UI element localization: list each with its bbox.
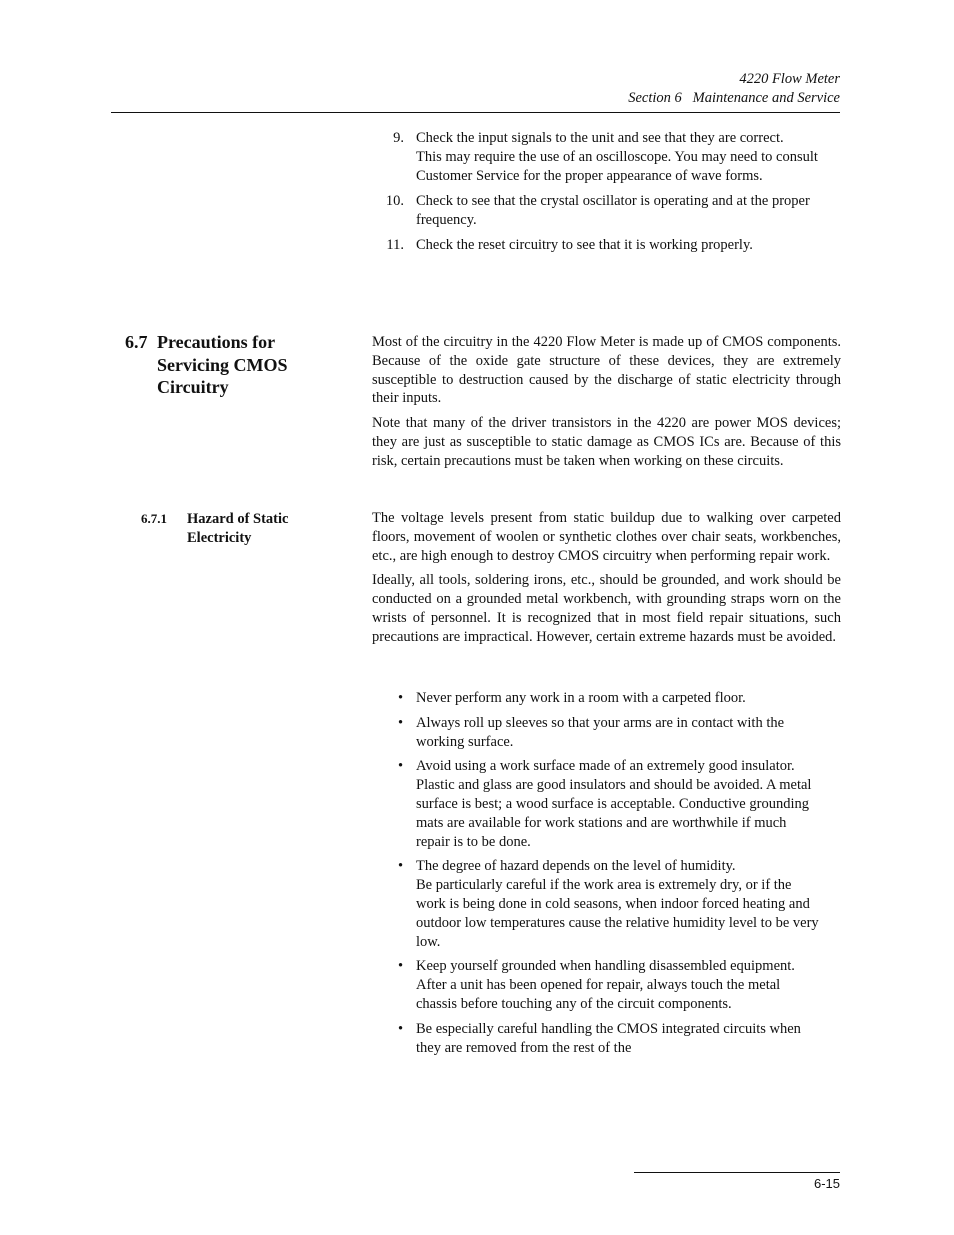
section-number: 6.7.1 [141, 511, 167, 526]
section-title: Precautions for Servicing CMOS Circuitry [157, 332, 288, 397]
step-text: Check the reset circuitry to see that it is working properly. [416, 237, 753, 253]
list-item [372, 689, 842, 708]
paragraph: Ideally, all tools, soldering irons, etc., should be grounded, and work should be conducted on a grounded metal workbench, with grounding straps worn on the wrists of personnel. It is recognized that in most field repair situations, such precautions are impractical. However, certain extreme hazards must be avoided. [372, 572, 841, 645]
bullet-icon: • [398, 758, 404, 775]
paragraph: The voltage levels present from static buildup due to walking over carpeted floors, movement of woolen or synthetic clothes over chair seats, workbenches, etc., are high enough to destroy CMOS circuitry when performing repair work. [372, 510, 841, 564]
item-note: Be particularly careful if the work area is extremely dry, or if the work is being done in cold seasons, when indoor forced heating and outdoor low temperatures cause the relative humidity level to be very low. [416, 877, 819, 950]
bullet-icon: • [398, 714, 404, 731]
manual-title: 4220 Flow Meter [739, 71, 840, 87]
section-title: Hazard of Static Electricity [187, 511, 289, 546]
step-text: Check the input signals to the unit and see that they are correct. [416, 130, 784, 146]
step-number: 11. [386, 237, 404, 253]
section-6-7-1-body [372, 509, 841, 653]
footer-rule [634, 1172, 840, 1173]
bullet-icon: • [398, 690, 404, 706]
item-note: Plastic and glass are good insulators and should be avoided. A metal surface is best; a wood surface is acceptable. Conductive grounding mats are available for work stations and are worthwhile if much repair is to be done. [416, 777, 812, 850]
list-item [372, 757, 842, 851]
section-title: Section 6 Maintenance and Service [628, 90, 840, 106]
item-text: Always roll up sleeves so that your arms are in contact with the working surface. [416, 714, 785, 750]
step-number: 10. [385, 193, 404, 209]
list-item [372, 957, 842, 1013]
bullet-icon: • [398, 1020, 404, 1037]
item-text: Keep yourself grounded when handling disassembled equipment. [416, 958, 795, 975]
page-number: 6-15 [813, 1176, 840, 1191]
step-11 [372, 236, 842, 255]
item-note: After a unit has been opened for repair, always touch the metal chassis before touching any of the circuit components. [416, 977, 781, 1012]
section-heading-6-7-1 [141, 510, 321, 547]
item-text: The degree of hazard depends on the level of humidity. [416, 858, 736, 875]
step-number: 9. [393, 130, 404, 146]
step-text: Check to see that the crystal oscillator is operating and at the proper frequency. [416, 193, 810, 228]
step-10 [372, 192, 842, 230]
paragraph: Most of the circuitry in the 4220 Flow Meter is made up of CMOS components. Because of the oxide gate structure of these devices, they are extremely susceptible to destruction caused by the discharge of static electricity through their inputs. [372, 334, 841, 407]
header-rule [111, 112, 840, 113]
list-item [372, 1020, 842, 1058]
step-note: This may require the use of an oscilloscope. You may need to consult Customer Service for the proper appearance of wave forms. [416, 149, 818, 184]
list-item [372, 857, 842, 951]
hazard-list [372, 689, 842, 1063]
section-6-7-body [372, 333, 841, 477]
item-text: Avoid using a work surface made of an extremely good insulator. [416, 758, 795, 775]
item-text: Never perform any work in a room with a carpeted floor. [416, 690, 746, 706]
section-number: 6.7 [125, 332, 148, 352]
step-9 [372, 129, 842, 186]
section-heading-6-7 [125, 331, 325, 399]
page-header [628, 70, 840, 108]
bullet-icon: • [398, 958, 404, 975]
paragraph: Note that many of the driver transistors in the 4220 are power MOS devices; they are just as susceptible to static damage as CMOS ICs are. Because of this risk, certain precautions must be taken when working on these circuits. [372, 415, 841, 469]
list-item [372, 714, 842, 752]
item-text: Be especially careful handling the CMOS integrated circuits when they are removed from the rest of the [416, 1020, 801, 1056]
bullet-icon: • [398, 858, 404, 875]
troubleshooting-steps [372, 129, 842, 261]
